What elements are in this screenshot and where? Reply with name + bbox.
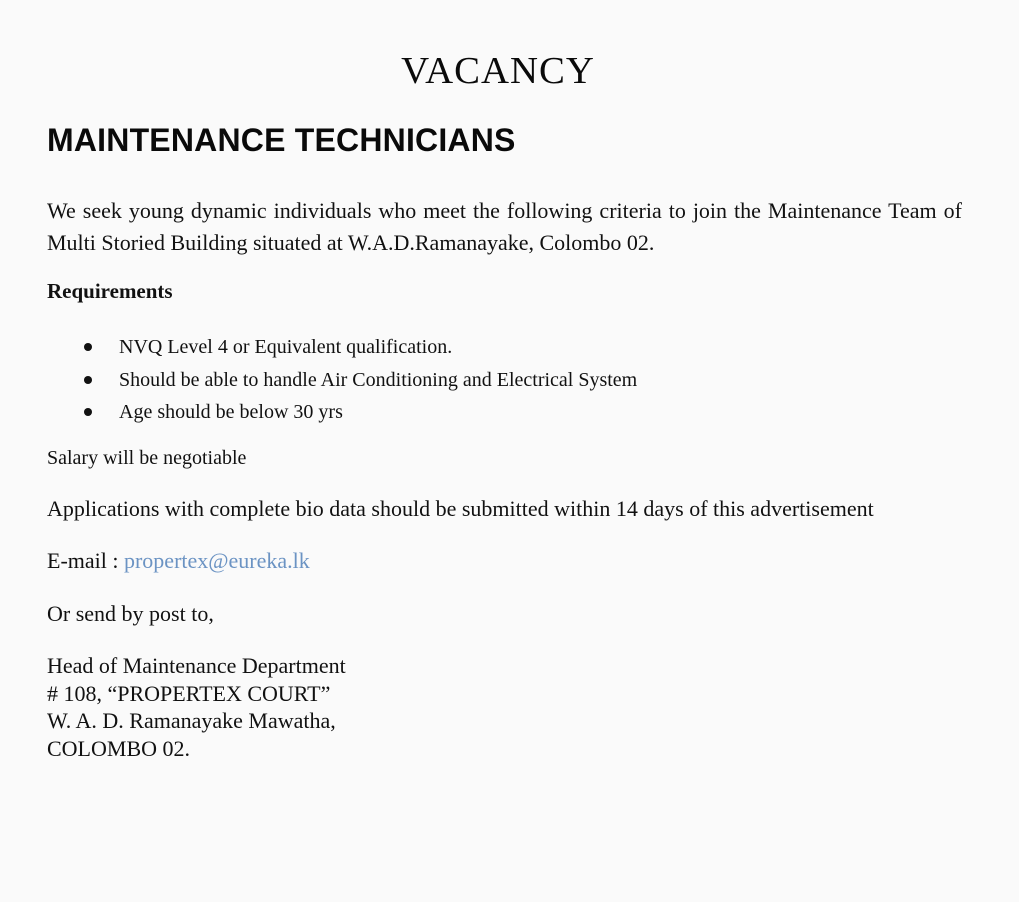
email-line — [47, 548, 310, 574]
requirement-text: NVQ Level 4 or Equivalent qualification. — [119, 336, 453, 358]
requirement-item — [47, 331, 637, 364]
requirement-item — [47, 396, 637, 429]
email-link[interactable]: propertex@eureka.lk — [123, 548, 310, 573]
salary-note: Salary will be negotiable — [47, 447, 247, 469]
bullet-icon — [84, 376, 92, 384]
address-line: # 108, “PROPERTEX COURT” — [47, 680, 331, 706]
postal-address — [47, 652, 346, 762]
email-label: E-mail : — [47, 548, 124, 573]
vacancy-title: VACANCY — [401, 50, 595, 92]
post-instruction: Or send by post to, — [47, 601, 214, 626]
address-line: COLOMBO 02. — [47, 735, 191, 761]
applications-note: Applications with complete bio data should be submitted within 14 days of this advertisement — [47, 496, 874, 521]
bullet-icon — [84, 343, 92, 351]
job-title: MAINTENANCE TECHNICIANS — [47, 122, 516, 158]
address-line: W. A. D. Ramanayake Mawatha, — [47, 708, 336, 733]
address-line: Head of Maintenance Department — [47, 653, 346, 678]
requirements-heading: Requirements — [47, 279, 173, 303]
requirement-item — [47, 364, 637, 397]
requirement-text: Should be able to handle Air Conditioning and Electrical System — [119, 368, 638, 391]
requirement-text: Age should be below 30 yrs — [119, 401, 343, 423]
requirements-list — [47, 331, 637, 429]
intro-paragraph: We seek young dynamic individuals who meet the following criteria to join the Maintenance Team of Multi Storied Building situated at W.A.D.Ramanayake, Colombo 02. — [47, 198, 962, 255]
bullet-icon — [84, 408, 92, 416]
